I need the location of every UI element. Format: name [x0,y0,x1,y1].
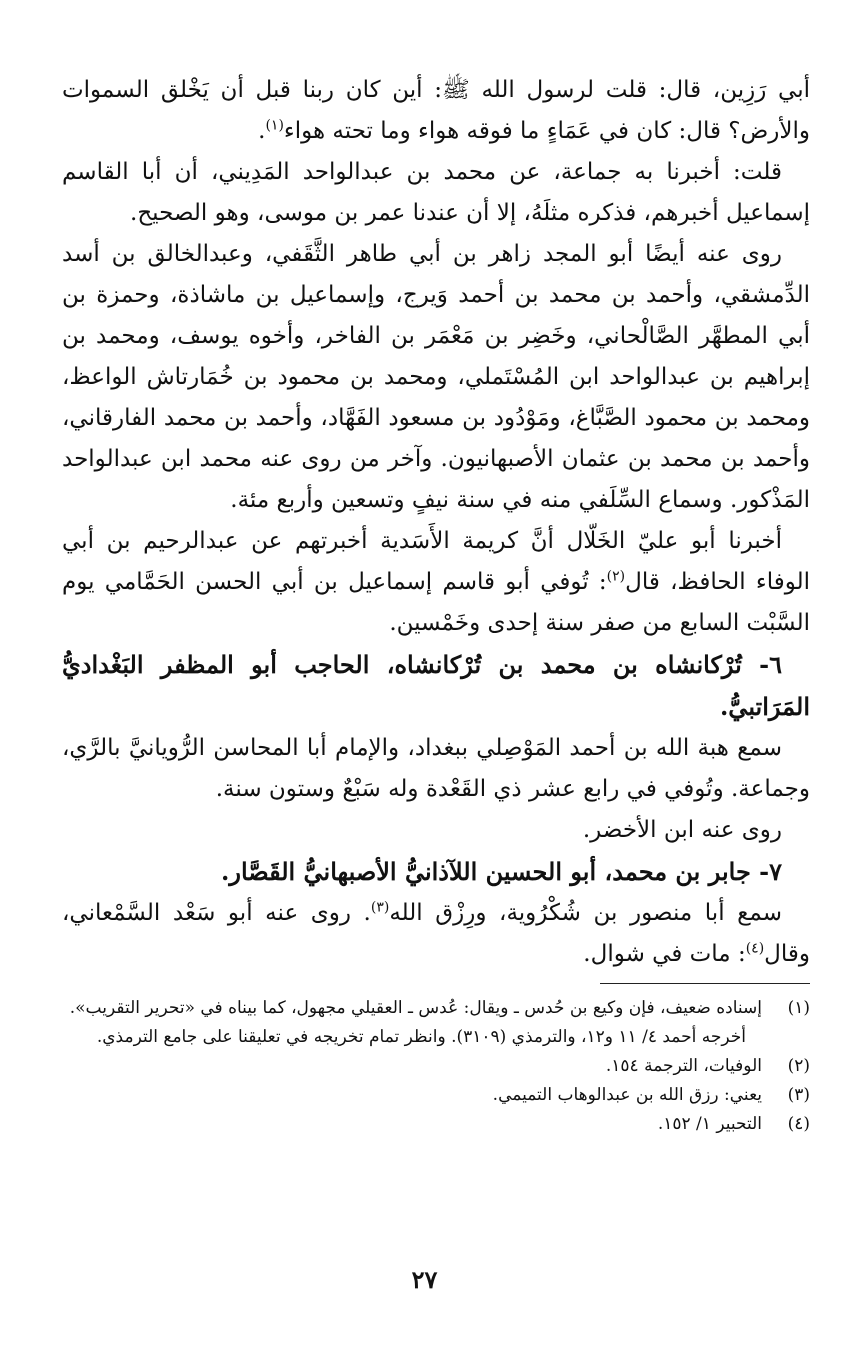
paragraph-text-end: : مات في شوال. [583,941,746,967]
paragraph-text-end: : تُوفي أبو قاسم إسماعيل بن أبي الحسن الحَمَّامي يوم السَّبْت السابع من صفر سنة إحدى وخَمْسين. [62,569,810,636]
footnote-text: التحبير ١/ ١٥٢. [657,1114,762,1134]
footnote-1-continuation: أخرجه أحمد ٤/ ١١ و١٢، والترمذي (٣١٠٩). وانظر تمام تخريجه في تعليقنا على جامع الترمذي. [96,1027,746,1047]
footnote-text: يعني: رزق الله بن عبدالوهاب التميمي. [492,1085,762,1105]
footnote-3 [62,1081,810,1110]
paragraph-hadith [62,70,810,152]
paragraph-text-mid: . روى عنه أبو سَعْد السَّمْعاني، وقال [62,900,810,967]
paragraph-text: سمع أبا منصور بن شُكْرُوية، ورِزْق الله [389,900,782,926]
footnote-divider [600,983,810,984]
page-number: ٢٧ [411,1265,438,1294]
footnote-1 [62,994,810,1023]
paragraph-death [62,521,810,644]
page-content [62,70,810,1139]
footnote-text: الوفيات، الترجمة ١٥٤. [605,1056,762,1076]
paragraph-note: قلت: أخبرنا به جماعة، عن محمد بن عبدالواحد المَدِيني، أن أبا القاسم إسماعيل أخبرهم، فذكره مثلَهُ، إلا أن عندنا عمر بن موسى، وهو الصحيح. [62,159,810,226]
footnote-4 [62,1110,810,1139]
main-text [62,70,810,975]
paragraph-text: أبي رَزِين، قال: قلت لرسول الله ﷺ: أين كان ربنا قبل أن يَخْلق السموات والأرض؟ قال: كان في عَمَاءٍ ما فوقه هواء وما تحته هواء [62,77,810,144]
paragraph-narrators: روى عنه أيضًا أبو المجد زاهر بن أبي طاهر الثَّقَفي، وعبدالخالق بن أسد الدِّمشقي، وأحمد بن محمد بن أحمد وَيرج، وإسماعيل بن ماشاذة، وحمزة بن أبي المطهَّر الصَّالْحاني، وخَضِر بن مَعْمَر بن الفاخر، وأخوه يوسف، ومحمد بن إبراهيم بن عبدالواحد ابن المُسْتَملي، ومحمد بن محمود بن خُمَارتاش الواعظ، ومحمد بن محمود الصَّبَّاغ، ومَوْدُود بن مسعود الفَهَّاد، وأحمد بن محمد الفارقاني، وأحمد بن محمد بن عثمان الأصبهانيون. وآخر من روى عنه محمد ابن عبدالواحد المَذْكور. وسماع السِّلَفي منه في سنة نيفٍ وتسعين وأربع مئة. [62,241,810,513]
paragraph-text-end: . [258,118,266,144]
footnote-2 [62,1052,810,1081]
footnote-ref-1: (١) [265,117,284,134]
footnote-ref-2: (٢) [606,568,626,585]
footnote-number: (٢) [787,1056,810,1076]
entry-6-text: سمع هبة الله بن أحمد المَوْصِلي ببغداد، والإمام أبا المحاسن الرُّويانيَّ بالرَّي، وجماعة. وتُوفي في رابع عشر ذي القَعْدة وله سَبْعٌ وستون سنة. [62,735,810,802]
entry-7-heading: ٧- جابر بن محمد، أبو الحسين اللآذانيُّ الأصبهانيُّ القَصَّار. [221,857,782,886]
entry-7-text [62,893,810,975]
footnotes [62,994,810,1139]
footnote-ref-4: (٤) [745,940,765,957]
entry-6-heading: ٦- تُرْكانشاه بن محمد بن تُرْكانشاه، الحاجب أبو المظفر البَغْداديُّ المَرَاتبيُّ. [62,650,810,721]
entry-6-narrator: روى عنه ابن الأخضر. [582,817,782,843]
paragraph-text: أخبرنا أبو عليّ الخَلّال أنَّ كريمة الأَسَدية أخبرتهم عن عبدالرحيم بن أبي الوفاء الحافظ، قال [62,528,810,595]
footnote-number: (٤) [787,1114,810,1134]
footnote-ref-3: (٣) [370,899,390,916]
footnote-number: (٣) [787,1085,810,1105]
footnote-text: إسناده ضعيف، فإن وكيع بن حُدس ـ ويقال: عُدس ـ العقيلي مجهول، كما بيناه في «تحرير التقريب». [69,998,762,1018]
footnote-number: (١) [787,998,810,1018]
